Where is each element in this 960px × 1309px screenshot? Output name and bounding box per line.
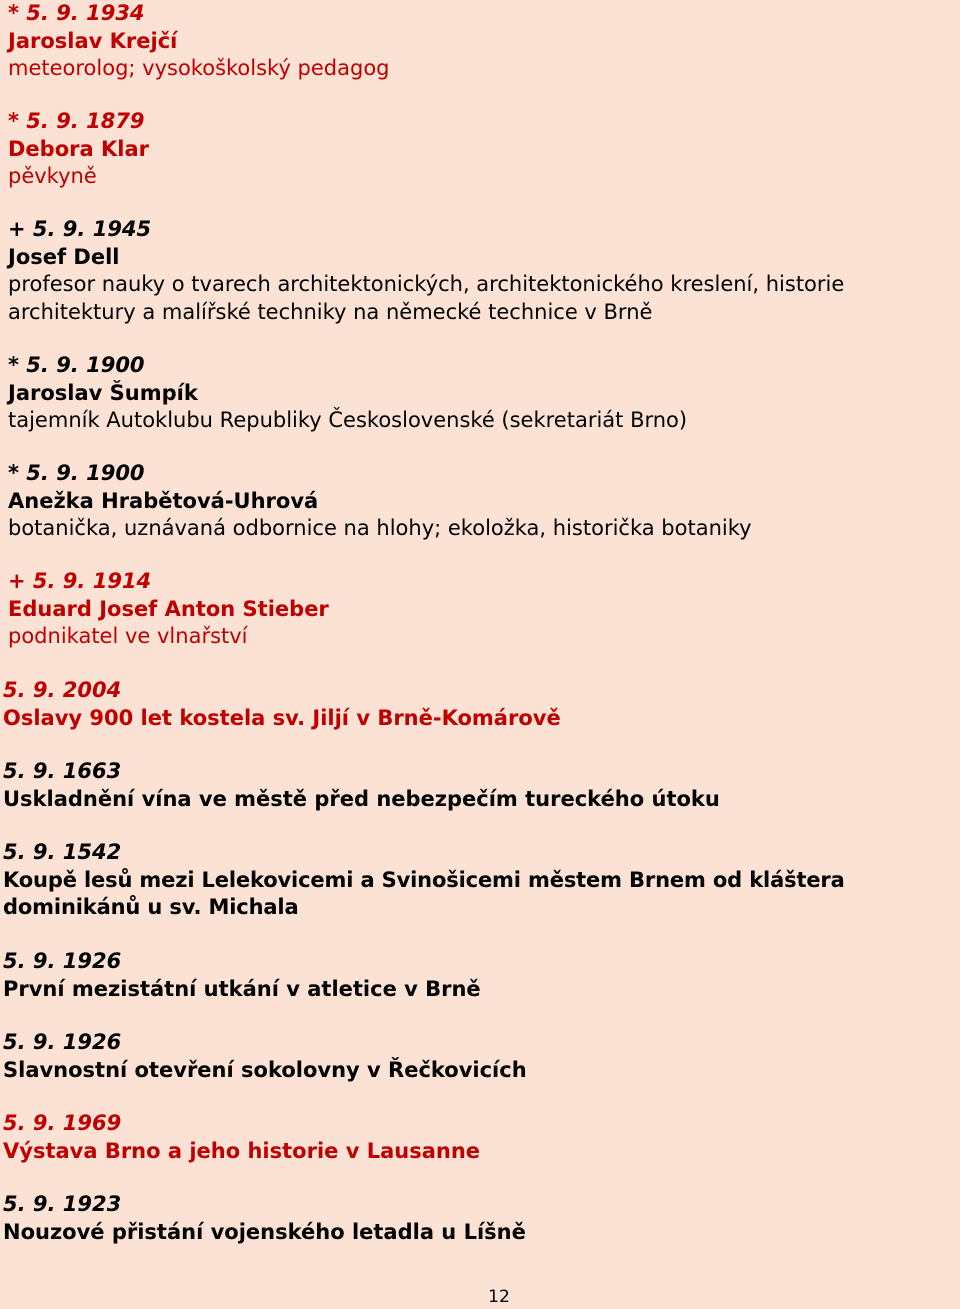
- event-title: Uskladnění vína ve městě před nebezpečím tureckého útoku: [3, 786, 720, 811]
- entry-name: Debora Klar: [8, 136, 149, 161]
- event-entry: [3, 1029, 960, 1084]
- entry-description: profesor nauky o tvarech architektonických, architektonického kreslení, historie architektury a malířské techniky na německé technice v Brně: [8, 272, 845, 324]
- event-entry: [3, 1110, 960, 1165]
- person-entry: [8, 108, 960, 191]
- entry-name: Eduard Josef Anton Stieber: [8, 596, 329, 621]
- event-date: 5. 9. 1663: [3, 759, 122, 783]
- entry-name: Jaroslav Šumpík: [8, 380, 198, 405]
- event-entry: [3, 677, 960, 732]
- event-title: Výstava Brno a jeho historie v Lausanne: [3, 1138, 481, 1163]
- entry-date: * 5. 9. 1900: [8, 353, 145, 377]
- person-entry: [8, 352, 960, 435]
- entry-name: Jaroslav Krejčí: [8, 28, 178, 53]
- entry-name: Josef Dell: [8, 244, 120, 269]
- event-date: 5. 9. 2004: [3, 678, 122, 702]
- event-date: 5. 9. 1926: [3, 1030, 122, 1054]
- event-entry: [3, 758, 960, 813]
- event-title: Slavnostní otevření sokolovny v Řečkovicích: [3, 1057, 527, 1082]
- event-entry: [3, 1191, 960, 1246]
- entry-date: + 5. 9. 1945: [8, 217, 152, 241]
- event-title: Oslavy 900 let kostela sv. Jiljí v Brně-Komárově: [3, 705, 561, 730]
- event-entry: [3, 948, 960, 1003]
- event-title: První mezistátní utkání v atletice v Brně: [3, 976, 481, 1001]
- entry-date: + 5. 9. 1914: [8, 569, 152, 593]
- event-title: Nouzové přistání vojenského letadla u Líšně: [3, 1219, 526, 1244]
- person-entry: [8, 460, 960, 543]
- entry-description: podnikatel ve vlnařství: [8, 624, 248, 648]
- event-entry: [3, 839, 960, 922]
- entry-description: meteorolog; vysokoškolský pedagog: [8, 56, 390, 80]
- person-entry: [8, 0, 960, 83]
- event-date: 5. 9. 1969: [3, 1111, 122, 1135]
- entry-name: Anežka Hrabětová-Uhrová: [8, 488, 319, 513]
- event-date: 5. 9. 1542: [3, 840, 122, 864]
- entry-date: * 5. 9. 1900: [8, 461, 145, 485]
- event-title: Koupě lesů mezi Lelekovicemi a Svinošicemi městem Brnem od kláštera dominikánů u sv. Michala: [3, 867, 845, 919]
- event-date: 5. 9. 1926: [3, 949, 122, 973]
- entry-description: tajemník Autoklubu Republiky Československé (sekretariát Brno): [8, 408, 688, 432]
- person-entry: [8, 216, 960, 326]
- page-number: 12: [488, 1287, 510, 1307]
- entry-description: botanička, uznávaná odbornice na hlohy; ekoložka, historička botaniky: [8, 516, 752, 540]
- person-entry: [8, 568, 960, 651]
- entry-description: pěvkyně: [8, 164, 97, 188]
- event-date: 5. 9. 1923: [3, 1192, 122, 1216]
- entry-date: * 5. 9. 1934: [8, 1, 145, 25]
- entry-date: * 5. 9. 1879: [8, 109, 145, 133]
